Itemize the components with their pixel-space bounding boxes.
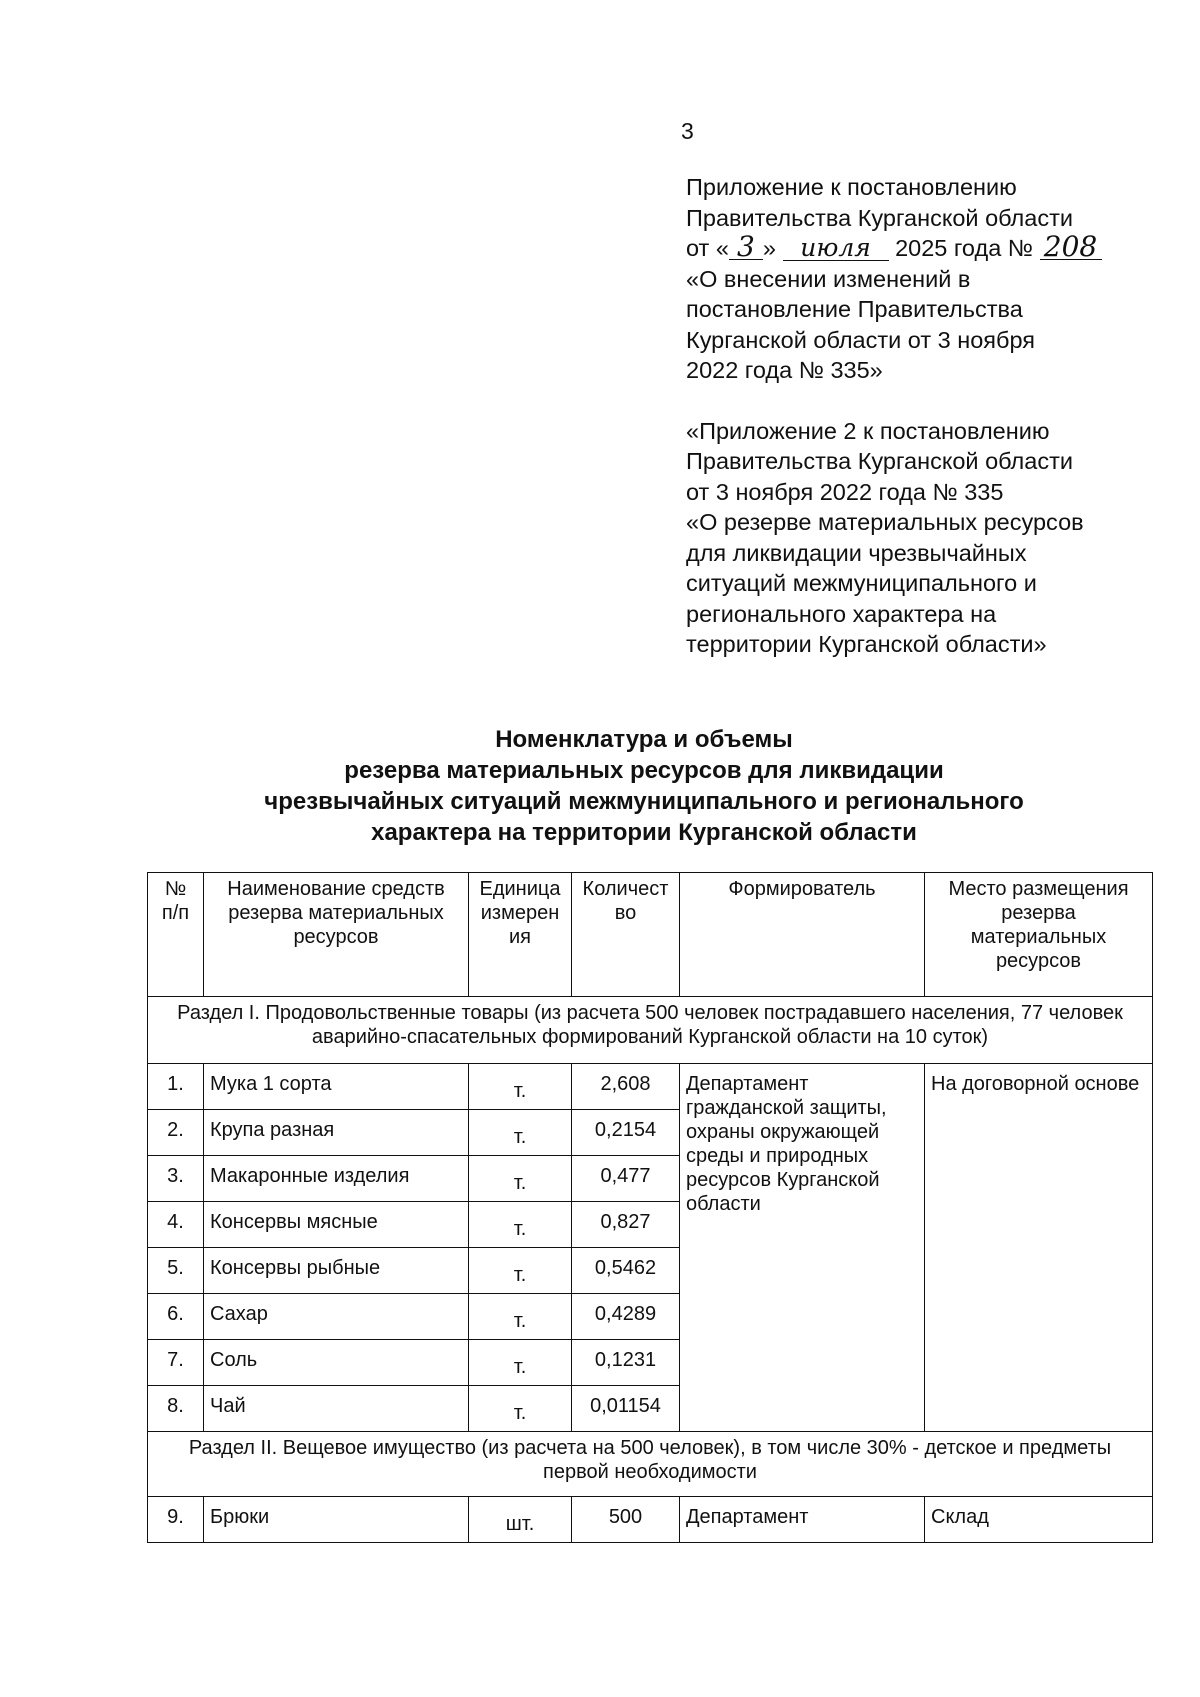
row-num: 2.: [148, 1110, 204, 1156]
appendix-line: Правительства Курганской области: [686, 204, 1073, 231]
row-qty: 2,608: [572, 1064, 680, 1110]
row-qty: 0,2154: [572, 1110, 680, 1156]
appendix-line: Приложение к постановлению: [686, 174, 1017, 200]
header-row: [148, 873, 1153, 997]
handwritten-month: июля: [783, 236, 889, 261]
appendix-line: территории Курганской области»: [686, 631, 1047, 657]
row-name: Крупа разная: [204, 1110, 469, 1156]
row-unit: т.: [469, 1340, 572, 1386]
row-name: Сахар: [204, 1294, 469, 1340]
section-row: [148, 997, 1153, 1064]
row-num: 7.: [148, 1340, 204, 1386]
table-row: [148, 1064, 1153, 1110]
appendix-line: Правительства Курганской области: [686, 448, 1073, 474]
row-unit: т.: [469, 1110, 572, 1156]
row-name: Макаронные изделия: [204, 1156, 469, 1202]
row-num: 5.: [148, 1248, 204, 1294]
reserve-table: [147, 872, 1153, 1543]
row-num: 6.: [148, 1294, 204, 1340]
row-num: 9.: [148, 1497, 204, 1543]
date-year: 2025 года №: [895, 235, 1033, 261]
row-num: 1.: [148, 1064, 204, 1110]
appendix-line: постановление Правительства: [686, 296, 1023, 322]
header-former: Формирователь: [680, 873, 925, 997]
row-qty: 0,827: [572, 1202, 680, 1248]
header-num: № п/п: [148, 873, 204, 997]
row-unit: т.: [469, 1064, 572, 1110]
row-num: 4.: [148, 1202, 204, 1248]
section-1-heading: Раздел I. Продовольственные товары (из расчета 500 человек пострадавшего населения, 77 человек аварийно-спасательных формирований Курганской области на 10 суток): [148, 997, 1153, 1064]
table-row: [148, 1497, 1153, 1543]
section-1-former: Департамент гражданской защиты, охраны окружающей среды и природных ресурсов Курганской области: [680, 1064, 925, 1432]
header-qty: Количест во: [572, 873, 680, 997]
section-1-place: На договорной основе: [925, 1064, 1153, 1432]
row-qty: 0,4289: [572, 1294, 680, 1340]
row-qty: 0,477: [572, 1156, 680, 1202]
header-place: Место размещения резерва материальных ресурсов: [925, 873, 1153, 997]
section-row: [148, 1432, 1153, 1497]
row-name: Консервы мясные: [204, 1202, 469, 1248]
row-qty: 0,5462: [572, 1248, 680, 1294]
header-name: Наименование средств резерва материальных ресурсов: [204, 873, 469, 997]
row-num: 3.: [148, 1156, 204, 1202]
document-title: [200, 724, 1088, 848]
row-name: Консервы рыбные: [204, 1248, 469, 1294]
appendix-block: [686, 172, 1156, 660]
row-name: Брюки: [204, 1497, 469, 1543]
row-qty: 0,1231: [572, 1340, 680, 1386]
row-qty: 500: [572, 1497, 680, 1543]
title-line: чрезвычайных ситуаций межмуниципального и регионального: [264, 788, 1024, 815]
appendix-line: «О резерве материальных ресурсов: [686, 509, 1084, 535]
appendix-line: 2022 года № 335»: [686, 357, 883, 383]
appendix-line: от 3 ноября 2022 года № 335: [686, 478, 1004, 505]
title-line: характера на территории Курганской области: [371, 819, 917, 846]
appendix-line: ситуаций межмуниципального и: [686, 570, 1037, 596]
section-2-heading: Раздел II. Вещевое имущество (из расчета на 500 человек), в том числе 30% - детское и предметы первой необходимости: [148, 1432, 1153, 1497]
row-unit: т.: [469, 1156, 572, 1202]
row-place: Склад: [925, 1497, 1153, 1543]
row-name: Мука 1 сорта: [204, 1064, 469, 1110]
row-unit: шт.: [469, 1497, 572, 1543]
date-sep: »: [762, 235, 776, 261]
row-unit: т.: [469, 1294, 572, 1340]
row-qty: 0,01154: [572, 1386, 680, 1432]
handwritten-number: 208: [1040, 235, 1102, 260]
appendix-line: «Приложение 2 к постановлению: [686, 417, 1050, 444]
title-line: резерва материальных ресурсов для ликвидации: [344, 757, 944, 784]
header-unit: Единица измерен ия: [469, 873, 572, 997]
appendix-line: Курганской области от 3 ноября: [686, 326, 1036, 353]
appendix-date-line: [686, 230, 1156, 264]
row-unit: т.: [469, 1202, 572, 1248]
page-number: 3: [681, 118, 694, 144]
appendix-line: регионального характера на: [686, 600, 997, 627]
row-unit: т.: [469, 1386, 572, 1432]
row-num: 8.: [148, 1386, 204, 1432]
appendix-line: для ликвидации чрезвычайных: [686, 539, 1027, 566]
row-unit: т.: [469, 1248, 572, 1294]
appendix-line: «О внесении изменений в: [686, 265, 971, 292]
handwritten-day: 3: [729, 235, 763, 260]
row-name: Соль: [204, 1340, 469, 1386]
row-former: Департамент: [680, 1497, 925, 1543]
title-line: Номенклатура и объемы: [495, 726, 793, 753]
date-prefix: от «: [686, 235, 729, 261]
row-name: Чай: [204, 1386, 469, 1432]
